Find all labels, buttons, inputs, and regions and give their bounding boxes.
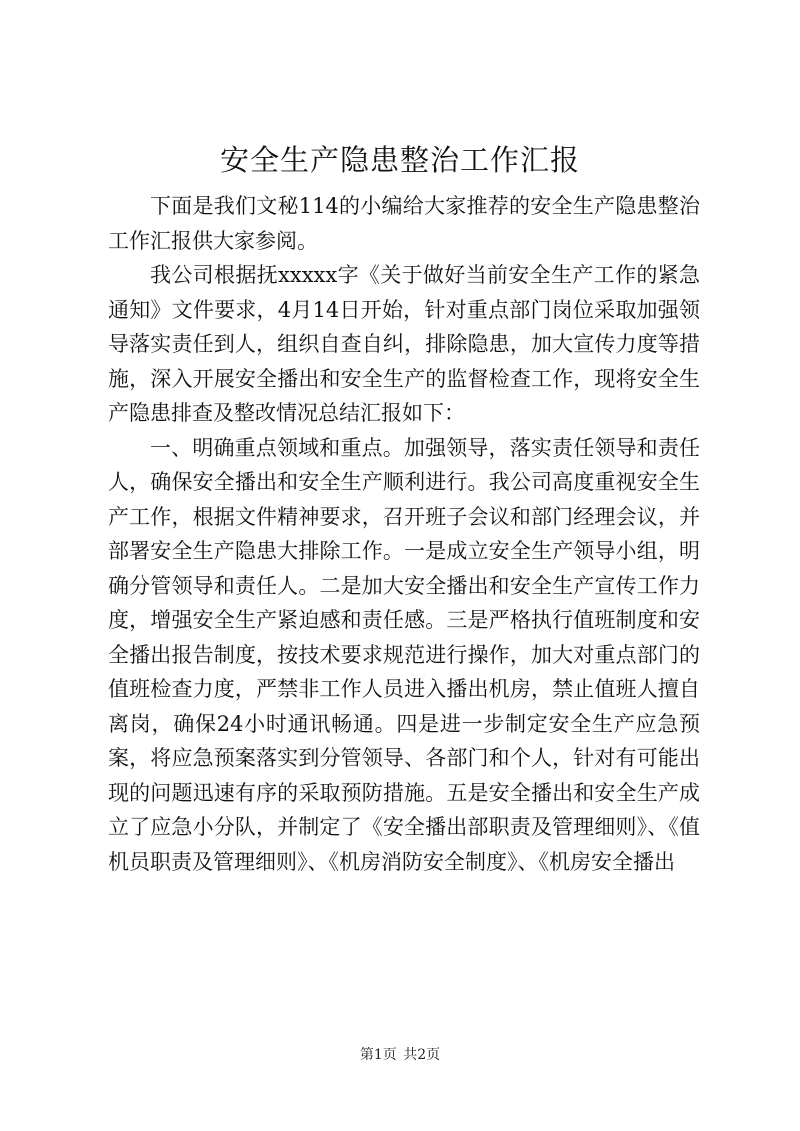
page-number-footer: 第1页 共2页 <box>359 1047 441 1063</box>
paragraph-background: 我公司根据抚xxxxx字《关于做好当前安全生产工作的紧急通知》文件要求，4月14日开始，针对重点部门岗位采取加强领导落实责任到人，组织自查自纠，排除隐患，加大宣传力度等措施，深入开展安全播出和安全生产的监督检查工作，现将安全生产隐患排查及整改情况总结汇报如下： <box>108 263 700 425</box>
document-body <box>108 189 700 879</box>
paragraph-intro: 下面是我们文秘114的小编给大家推荐的安全生产隐患整治工作汇报供大家参阅。 <box>108 194 700 253</box>
paragraph-section-one: 一、明确重点领域和重点。加强领导，落实责任领导和责任人，确保安全播出和安全生产顺利进行。我公司高度重视安全生产工作，根据文件精神要求，召开班子会议和部门经理会议，并部署安全生产隐患大排除工作。一是成立安全生产领导小组，明确分管领导和责任人。二是加大安全播出和安全生产宣传工作力度，增强安全生产紧迫感和责任感。三是严格执行值班制度和安全播出报告制度，按技术要求规范进行操作，加大对重点部门的值班检查力度，严禁非工作人员进入播出机房，禁止值班人擅自离岗，确保24小时通讯畅通。四是进一步制定安全生产应急预案，将应急预案落实到分管领导、各部门和个人，针对有可能出现的问题迅速有序的采取预防措施。五是安全播出和安全生产成立了应急小分队，并制定了《安全播出部职责及管理细则》、《值机员职责及管理细则》、《机房消防安全制度》、《机房安全播出 <box>108 435 700 874</box>
document-title: 安全生产隐患整治工作汇报 <box>219 143 580 177</box>
